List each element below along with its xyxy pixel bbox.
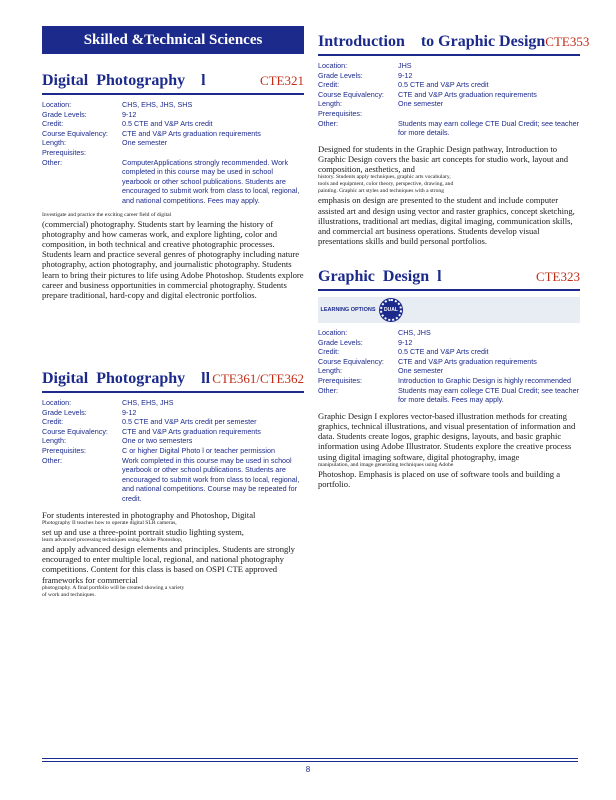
grade-value: 9-12 [398,337,413,347]
course-description [42,212,304,301]
title-rule [318,289,580,291]
length-label: Length: [42,138,66,148]
course-description [318,411,580,489]
learning-options-bar [318,297,580,323]
course-code: CTE361/CTE362 [212,371,304,386]
location-label: Location: [42,398,72,407]
description-fine-print: Photography II teaches how to operate digital SLR cameras, [42,519,177,526]
prereq-value [398,109,580,119]
prereq-value [122,148,304,158]
prereq-label: Prerequisites: [318,108,362,118]
description-text: For students interested in photography and Photoshop, Digital [42,509,256,520]
prereq-label: Prerequisites: [42,445,86,455]
course-code: CTE353 [545,34,590,49]
equiv-value: CTE and V&P Arts graduation requirements [122,128,261,138]
description-text: (commercial) photography. Students start by learning the history of photography and how cameras work, and explore lighting, color and composition, in both technical and creative photographic processes. Students learn and practice several genres of photography including nature photography, action photography, and journalistic photography. Students learn to bring their pictures to life using Adobe Photoshop. Students explore career and business opportunities in commercial photography. Students prepare traditional, hard-copy and digital electronic portfolios. [42,218,304,300]
description-fine-print: painting. Graphic art styles and techniques with a strong [318,188,444,195]
description-fine-print: tools and equipment, color theory, perspective, drawing, and [318,181,454,188]
equiv-label: Course Equivalency: [318,356,384,366]
credit-value: 0.5 CTE and V&P Arts credit [122,119,213,129]
learning-options-label: LEARNING OPTIONS [320,306,376,313]
other-value: ComputerApplications strongly recommended. Work completed in this course may be used in school yearbook or other school publications. Students are encouraged to submit work from class to local, regional, and national competitions. Fees may apply. [122,157,300,205]
equiv-value: CTE and V&P Arts graduation requirements [398,89,537,99]
description-text: and apply advanced design elements and principles. Students are strongly encouraged to enter multiple local, regional, and national photography competitions. Content for this class is based on OSPI CTE approved frameworks for commercial [42,543,295,585]
page-number: 8 [305,765,311,774]
equiv-label: Course Equivalency: [42,426,108,436]
other-label: Other: [42,157,62,167]
course-description [318,144,580,247]
dual-credit-badge-icon: DUAL [380,299,402,321]
location-value: JHS [398,61,412,70]
course-title: Graphic Design l [318,268,442,285]
length-label: Length: [42,436,66,446]
equiv-label: Course Equivalency: [42,128,108,138]
equiv-value: CTE and V&P Arts graduation requirements [398,356,537,366]
description-text: Photoshop. Emphasis is placed on use of software tools and building a portfolio. [318,468,561,489]
description-fine-print: history. Students apply techniques, graphic arts vocabulary, [318,174,451,181]
grade-label: Grade Levels: [42,109,87,119]
length-value: One semester [398,366,444,376]
credit-label: Credit: [318,80,340,90]
title-rule [318,54,580,56]
description-fine-print: Investigate and practice the exciting career field of digital [42,211,172,218]
grade-value: 9-12 [122,407,137,417]
grade-label: Grade Levels: [42,407,87,417]
grade-value: 9-12 [398,70,413,80]
course-info [42,100,304,206]
equiv-label: Course Equivalency: [318,89,384,99]
description-fine-print: photography. A final portfolio will be created showing a variety [42,584,185,591]
course-code: CTE323 [535,269,580,284]
credit-value: 0.5 CTE and V&P Arts credit [398,347,489,357]
description-fine-print: manipulation, and image generating techniques using Adobe [318,461,454,468]
length-label: Length: [318,366,342,376]
other-value: Students may earn college CTE Dual Credit; see teacher for more details. Fees may apply. [398,385,579,405]
title-rule [42,93,304,95]
grade-value: 9-12 [122,109,137,119]
other-label: Other: [42,455,62,465]
other-label: Other: [318,385,338,395]
footer-rule [42,758,578,759]
credit-value: 0.5 CTE and V&P Arts credit [398,80,489,90]
course-title: Digital Photography l [42,72,206,89]
course-info [318,328,580,405]
footer-rule [42,761,578,762]
other-value: Students may earn college CTE Dual Credit; see teacher for more details. [398,118,579,138]
location-label: Location: [318,61,348,70]
location-label: Location: [318,328,348,337]
prereq-label: Prerequisites: [42,147,86,157]
course-graphic-design-1 [318,268,580,489]
location-value: CHS, JHS [398,328,431,337]
other-value: Work completed in this course may be used in school yearbook or other school publications. Students are encouraged to submit work from class to local, regional, and national competitions. Course may be repeated for credit. [122,455,300,503]
prereq-value: Introduction to Graphic Design is highly recommended [398,375,571,385]
credit-label: Credit: [318,347,340,357]
description-text: emphasis on design are presented to the student and include computer assisted art and design using vector and raster graphics, concept sketching, illustrations, traditional art medias, digital imaging, communication skills, and commercial art business operations. Students develop visual presentations skills and build personal portfolios. [318,195,575,247]
location-value: CHS, EHS, JHS, SHS [122,100,193,109]
prereq-label: Prerequisites: [318,375,362,385]
credit-label: Credit: [42,417,64,427]
credit-value: 0.5 CTE and V&P Arts credit per semester [122,417,257,427]
course-title: Introduction to Graphic Design [318,33,546,50]
length-value: One semester [122,138,168,148]
description-text: Graphic Design I explores vector-based illustration methods for creating graphics, technical illustrations, and visual presentation of information and data. Students create logos, graphic designs, layouts, and basic graphic information using Adobe Illustrator. Students explore the creative process using digital imaging software, digital photography, image [318,410,576,462]
location-label: Location: [42,100,72,109]
other-label: Other: [318,118,338,128]
course-title: Digital Photography ll [42,370,211,387]
course-info [318,61,580,138]
length-value: One semester [398,99,444,109]
course-digital-photography-2 [42,370,304,599]
length-label: Length: [318,99,342,109]
description-fine-print: of work and techniques. [42,591,96,598]
equiv-value: CTE and V&P Arts graduation requirements [122,426,261,436]
length-value: One or two semesters [122,436,193,446]
description-text: set up and use a three-point portrait studio lighting system, [42,526,244,537]
course-info [42,398,304,504]
course-code: CTE321 [259,73,304,88]
course-digital-photography-1 [42,72,304,300]
description-fine-print: learn advanced processing techniques using Adobe Photoshop, [42,536,183,543]
grade-label: Grade Levels: [318,337,363,347]
location-value: CHS, EHS, JHS [122,398,174,407]
credit-label: Credit: [42,119,64,129]
prereq-value: C or higher Digital Photo l or teacher permission [122,445,276,455]
title-rule [42,391,304,393]
course-description [42,510,304,599]
grade-label: Grade Levels: [318,70,363,80]
course-intro-graphic-design [318,33,590,247]
section-banner: Skilled &Technical Sciences [42,26,304,54]
description-text: Designed for students in the Graphic Design pathway, Introduction to Graphic Design covers the basic art concepts for studio work, layout and composition, aesthetics, and [318,143,569,175]
